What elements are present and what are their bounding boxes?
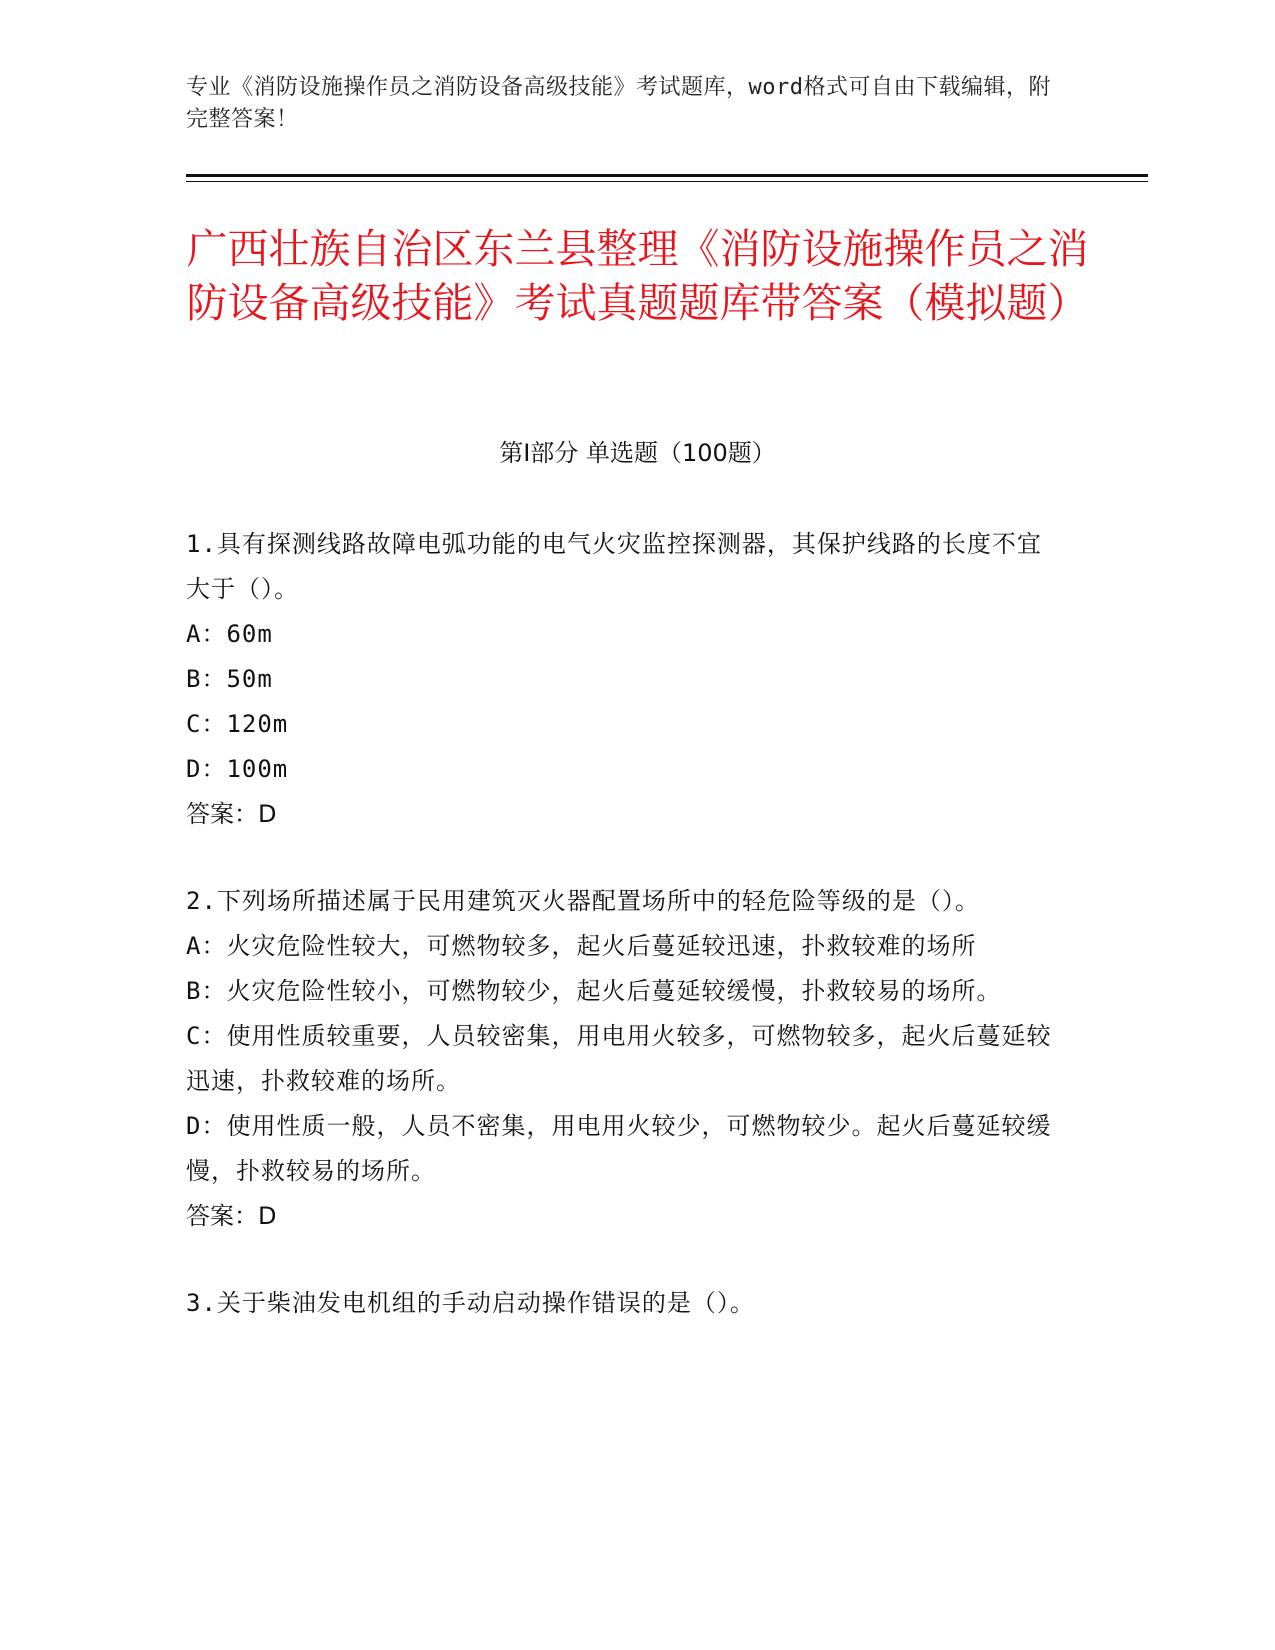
question-list xyxy=(186,522,1066,1368)
question-stem: 2.下列场所描述属于民用建筑灭火器配置场所中的轻危险等级的是（）。 xyxy=(186,887,980,915)
section-title: 第Ⅰ部分 单选题（100题） xyxy=(499,439,776,467)
option-c: C：120m xyxy=(186,710,289,738)
option-a: A：火灾危险性较大，可燃物较多，起火后蔓延较迅速，扑救较难的场所 xyxy=(186,932,977,960)
question-2 xyxy=(186,879,1066,1239)
option-d: D：使用性质一般，人员不密集，用电用火较少，可燃物较少。起火后蔓延较缓慢，扑救较易的场所。 xyxy=(186,1112,1052,1185)
header-note: 专业《消防设施操作员之消防设备高级技能》考试题库，word格式可自由下载编辑，附完整答案！ xyxy=(186,75,1051,132)
option-a: A：60m xyxy=(186,620,273,648)
header-rule-thin xyxy=(186,181,1148,182)
document-title: 广西壮族自治区东兰县整理《消防设施操作员之消防设备高级技能》考试真题题库带答案（模拟题） xyxy=(186,225,1089,327)
option-c: C：使用性质较重要，人员较密集，用电用火较多，可燃物较多，起火后蔓延较迅速，扑救较难的场所。 xyxy=(186,1022,1052,1095)
option-d: D：100m xyxy=(186,755,289,783)
question-stem: 3.关于柴油发电机组的手动启动操作错误的是（）。 xyxy=(186,1289,755,1317)
question-3 xyxy=(186,1281,1066,1326)
option-b: B：火灾危险性较小，可燃物较少，起火后蔓延较缓慢，扑救较易的场所。 xyxy=(186,977,1002,1005)
question-stem: 1.具有探测线路故障电弧功能的电气火灾监控探测器，其保护线路的长度不宜大于（）。 xyxy=(186,530,1042,603)
option-b: B：50m xyxy=(186,665,273,693)
question-1 xyxy=(186,522,1066,837)
header-rule-thick xyxy=(186,174,1148,177)
answer: 答案：D xyxy=(186,1202,277,1230)
answer: 答案：D xyxy=(186,800,277,828)
